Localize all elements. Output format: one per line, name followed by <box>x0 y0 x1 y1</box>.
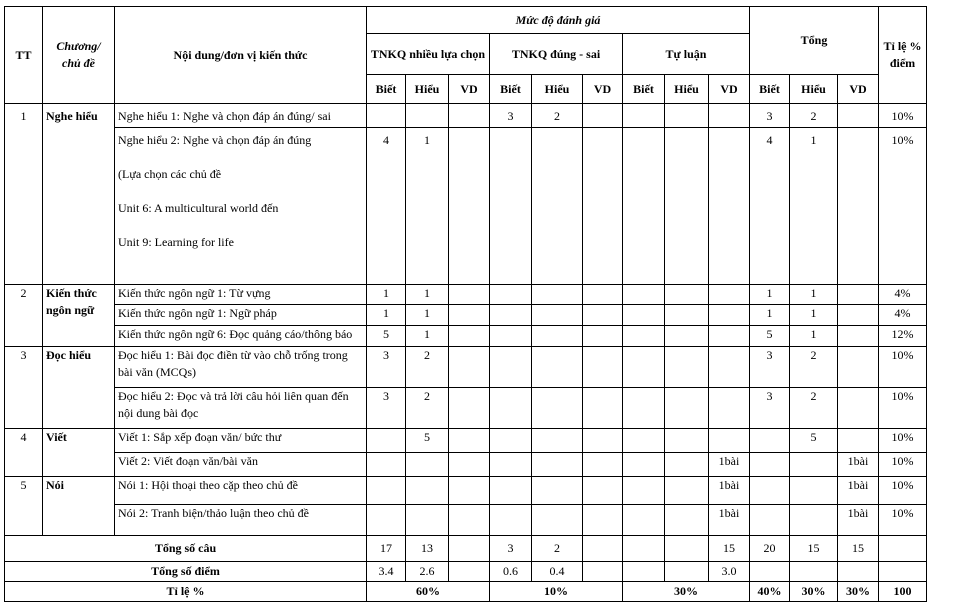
cell <box>665 104 709 128</box>
cell <box>449 347 490 388</box>
cell <box>490 305 532 326</box>
cell <box>583 285 623 305</box>
row-content-extra: Unit 6: A multicultural world đến <box>118 201 279 215</box>
sub-header: Hiểu <box>790 75 838 104</box>
cell <box>490 453 532 477</box>
cell <box>532 429 583 453</box>
cell <box>532 388 583 429</box>
row-pct: 4% <box>879 285 927 305</box>
sub-header: Biết <box>623 75 665 104</box>
cell <box>367 477 406 505</box>
cell: 3.0 <box>709 562 750 582</box>
cell <box>709 104 750 128</box>
cell <box>790 477 838 505</box>
cell: 4 <box>750 128 790 285</box>
row-chapter: Viết <box>43 429 115 477</box>
cell <box>583 347 623 388</box>
cell <box>449 305 490 326</box>
row-pct: 12% <box>879 326 927 347</box>
cell: 15 <box>709 536 750 562</box>
cell <box>665 326 709 347</box>
cell <box>490 326 532 347</box>
row-content: Đọc hiểu 1: Bài đọc điền từ vào chỗ trống trong bài văn (MCQs) <box>115 347 367 388</box>
cell <box>532 505 583 536</box>
cell <box>709 285 750 305</box>
cell <box>583 477 623 505</box>
cell: 2 <box>406 347 449 388</box>
cell: 3 <box>490 104 532 128</box>
ratio-essay: 30% <box>623 582 750 602</box>
row-pct: 10% <box>879 347 927 388</box>
cell <box>623 388 665 429</box>
cell <box>532 347 583 388</box>
cell: 1 <box>790 285 838 305</box>
cell <box>838 429 879 453</box>
cell: 1 <box>750 305 790 326</box>
cell <box>790 562 838 582</box>
cell <box>449 477 490 505</box>
cell <box>623 429 665 453</box>
cell <box>623 347 665 388</box>
row-content: Kiến thức ngôn ngữ 1: Ngữ pháp <box>115 305 367 326</box>
cell: 3 <box>490 536 532 562</box>
cell: 5 <box>406 429 449 453</box>
cell: 13 <box>406 536 449 562</box>
cell: 3 <box>750 104 790 128</box>
row-tt: 1 <box>5 104 43 285</box>
cell: 20 <box>750 536 790 562</box>
table-row <box>5 104 927 128</box>
table-row <box>5 326 927 347</box>
cell: 1 <box>406 326 449 347</box>
cell <box>623 285 665 305</box>
cell <box>838 285 879 305</box>
cell: 2.6 <box>406 562 449 582</box>
ratio-truefalse: 10% <box>490 582 623 602</box>
cell <box>532 305 583 326</box>
ratio-total: 40% <box>750 582 790 602</box>
cell <box>665 453 709 477</box>
cell <box>665 305 709 326</box>
table-row <box>5 128 927 285</box>
cell <box>709 305 750 326</box>
sub-header: Hiểu <box>665 75 709 104</box>
cell <box>879 562 927 582</box>
total-points-label: Tổng số điểm <box>5 562 367 582</box>
cell <box>449 536 490 562</box>
row-content: Kiến thức ngôn ngữ 1: Từ vựng <box>115 285 367 305</box>
assessment-matrix-table <box>4 6 927 602</box>
cell: 15 <box>790 536 838 562</box>
row-content: Nói 2: Tranh biện/thảo luận theo chủ đề <box>115 505 367 536</box>
header-ratio: Tỉ lệ % điểm <box>879 7 927 104</box>
table-row <box>5 453 927 477</box>
header-chapter: Chương/ chủ đề <box>43 7 115 104</box>
cell <box>490 285 532 305</box>
cell <box>665 285 709 305</box>
cell <box>449 429 490 453</box>
cell <box>449 128 490 285</box>
cell: 1 <box>406 128 449 285</box>
cell <box>665 128 709 285</box>
cell <box>838 388 879 429</box>
row-tt: 4 <box>5 429 43 477</box>
cell <box>449 104 490 128</box>
cell <box>532 128 583 285</box>
cell <box>750 505 790 536</box>
cell <box>583 104 623 128</box>
cell <box>623 453 665 477</box>
row-content: Nói 1: Hội thoại theo cặp theo chủ đề <box>115 477 367 505</box>
cell <box>623 326 665 347</box>
cell <box>709 326 750 347</box>
ratio-label: Tỉ lệ % <box>5 582 367 602</box>
cell <box>750 562 790 582</box>
sub-header: VD <box>838 75 879 104</box>
row-content <box>115 128 367 285</box>
table-row <box>5 388 927 429</box>
cell <box>583 429 623 453</box>
ratio-total: 30% <box>838 582 879 602</box>
cell <box>623 128 665 285</box>
cell: 5 <box>750 326 790 347</box>
cell <box>367 104 406 128</box>
cell <box>490 429 532 453</box>
cell: 1bài <box>838 453 879 477</box>
row-chapter: Nghe hiểu <box>43 104 115 285</box>
cell <box>490 477 532 505</box>
cell <box>583 505 623 536</box>
cell <box>665 562 709 582</box>
cell <box>583 305 623 326</box>
cell <box>532 477 583 505</box>
header-truefalse: TNKQ đúng - sai <box>490 34 623 75</box>
cell <box>406 477 449 505</box>
cell <box>367 505 406 536</box>
cell <box>449 326 490 347</box>
cell: 1 <box>790 128 838 285</box>
row-tt: 5 <box>5 477 43 536</box>
cell: 1 <box>406 285 449 305</box>
cell <box>623 536 665 562</box>
cell <box>838 128 879 285</box>
header-level: Mức độ đánh giá <box>367 7 750 34</box>
cell <box>449 285 490 305</box>
cell <box>750 429 790 453</box>
cell: 1 <box>367 285 406 305</box>
table-row <box>5 505 927 536</box>
row-content-extra: (Lựa chọn các chủ đề <box>118 167 222 181</box>
sub-header: Biết <box>490 75 532 104</box>
cell: 2 <box>790 388 838 429</box>
row-content-extra: Unit 9: Learning for life <box>118 235 234 249</box>
header-content: Nội dung/đơn vị kiến thức <box>115 7 367 104</box>
cell <box>623 104 665 128</box>
cell: 2 <box>406 388 449 429</box>
cell <box>449 388 490 429</box>
cell <box>838 562 879 582</box>
sub-header: Biết <box>367 75 406 104</box>
cell: 1bài <box>838 477 879 505</box>
ratio-pct: 100 <box>879 582 927 602</box>
total-points-row <box>5 562 927 582</box>
row-pct: 10% <box>879 505 927 536</box>
cell <box>838 347 879 388</box>
cell <box>790 453 838 477</box>
cell <box>750 477 790 505</box>
row-content: Viết 2: Viết đoạn văn/bài văn <box>115 453 367 477</box>
cell <box>623 505 665 536</box>
row-tt: 3 <box>5 347 43 429</box>
cell <box>583 536 623 562</box>
cell <box>583 388 623 429</box>
total-questions-row <box>5 536 927 562</box>
cell: 1bài <box>709 453 750 477</box>
cell: 3 <box>750 388 790 429</box>
header-total: Tổng <box>750 7 879 75</box>
cell <box>665 505 709 536</box>
cell <box>490 128 532 285</box>
cell: 1bài <box>709 477 750 505</box>
cell: 17 <box>367 536 406 562</box>
cell <box>709 347 750 388</box>
table-row <box>5 347 927 388</box>
sub-header: Hiểu <box>532 75 583 104</box>
table-row <box>5 429 927 453</box>
cell: 4 <box>367 128 406 285</box>
cell <box>838 326 879 347</box>
total-questions-label: Tổng số câu <box>5 536 367 562</box>
cell: 5 <box>790 429 838 453</box>
cell <box>665 536 709 562</box>
ratio-total: 30% <box>790 582 838 602</box>
cell <box>623 562 665 582</box>
row-content: Viết 1: Sắp xếp đoạn văn/ bức thư <box>115 429 367 453</box>
cell <box>838 305 879 326</box>
cell <box>623 305 665 326</box>
cell: 15 <box>838 536 879 562</box>
cell <box>490 388 532 429</box>
cell: 1bài <box>838 505 879 536</box>
cell <box>490 347 532 388</box>
cell <box>623 477 665 505</box>
cell <box>709 388 750 429</box>
cell <box>406 453 449 477</box>
cell: 1bài <box>709 505 750 536</box>
cell <box>406 505 449 536</box>
cell <box>709 429 750 453</box>
cell <box>583 128 623 285</box>
cell: 2 <box>532 104 583 128</box>
row-content-main: Nghe hiểu 2: Nghe và chọn đáp án đúng <box>118 133 312 147</box>
cell <box>532 453 583 477</box>
sub-header: VD <box>583 75 623 104</box>
cell <box>838 104 879 128</box>
sub-header: Biết <box>750 75 790 104</box>
row-pct: 10% <box>879 453 927 477</box>
cell <box>449 562 490 582</box>
ratio-mcq: 60% <box>367 582 490 602</box>
cell <box>583 562 623 582</box>
header-mcq: TNKQ nhiều lựa chọn <box>367 34 490 75</box>
row-pct: 10% <box>879 104 927 128</box>
cell: 2 <box>790 347 838 388</box>
row-chapter: Kiến thức ngôn ngữ <box>43 285 115 347</box>
cell: 3 <box>367 388 406 429</box>
row-pct: 10% <box>879 128 927 285</box>
cell <box>665 429 709 453</box>
cell <box>879 536 927 562</box>
cell: 0.6 <box>490 562 532 582</box>
cell <box>406 104 449 128</box>
cell: 3 <box>367 347 406 388</box>
row-pct: 4% <box>879 305 927 326</box>
cell: 1 <box>790 326 838 347</box>
cell: 2 <box>532 536 583 562</box>
cell <box>709 128 750 285</box>
cell <box>665 477 709 505</box>
cell <box>583 326 623 347</box>
ratio-row <box>5 582 927 602</box>
cell <box>750 453 790 477</box>
row-content: Đọc hiểu 2: Đọc và trả lời câu hỏi liên quan đến nội dung bài đọc <box>115 388 367 429</box>
header-essay: Tự luận <box>623 34 750 75</box>
cell <box>449 453 490 477</box>
row-chapter: Đọc hiểu <box>43 347 115 429</box>
sub-header: Hiểu <box>406 75 449 104</box>
cell <box>490 505 532 536</box>
cell: 3.4 <box>367 562 406 582</box>
row-content: Nghe hiểu 1: Nghe và chọn đáp án đúng/ sai <box>115 104 367 128</box>
sub-header: VD <box>449 75 490 104</box>
table-row <box>5 477 927 505</box>
row-pct: 10% <box>879 477 927 505</box>
cell <box>665 347 709 388</box>
cell <box>583 453 623 477</box>
row-pct: 10% <box>879 388 927 429</box>
sub-header: VD <box>709 75 750 104</box>
cell <box>532 285 583 305</box>
cell: 3 <box>750 347 790 388</box>
cell: 1 <box>750 285 790 305</box>
row-content: Kiến thức ngôn ngữ 6: Đọc quảng cáo/thông báo <box>115 326 367 347</box>
cell: 1 <box>790 305 838 326</box>
cell: 0.4 <box>532 562 583 582</box>
table-row <box>5 305 927 326</box>
cell: 1 <box>367 305 406 326</box>
cell <box>367 453 406 477</box>
table-row <box>5 285 927 305</box>
cell <box>665 388 709 429</box>
cell <box>449 505 490 536</box>
header-tt: TT <box>5 7 43 104</box>
cell: 2 <box>790 104 838 128</box>
row-pct: 10% <box>879 429 927 453</box>
row-tt: 2 <box>5 285 43 347</box>
cell <box>790 505 838 536</box>
cell <box>367 429 406 453</box>
cell: 5 <box>367 326 406 347</box>
cell <box>532 326 583 347</box>
row-chapter: Nói <box>43 477 115 536</box>
cell: 1 <box>406 305 449 326</box>
